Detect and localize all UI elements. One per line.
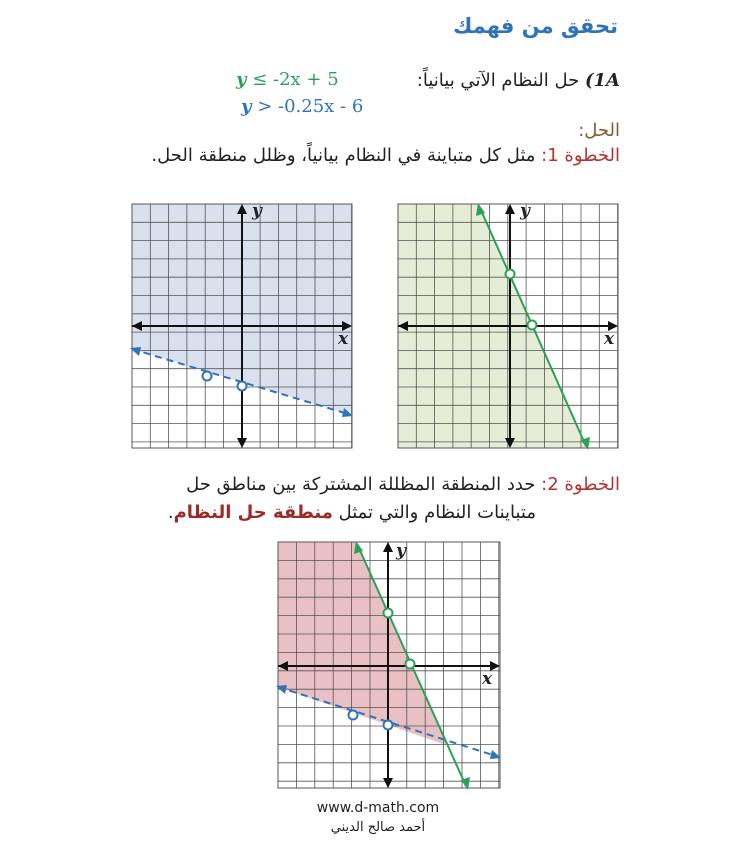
inequality-1-rest: ≤ -2x + 5 — [246, 69, 339, 90]
point-2.5-0 — [528, 321, 537, 330]
step-2-line2 — [168, 502, 536, 523]
point-2.5-0 — [406, 660, 415, 669]
step-1-label: الخطوة 1: — [541, 145, 620, 166]
y-axis-label: y — [396, 541, 406, 561]
page-title: تحقق من فهمك — [453, 14, 618, 38]
footer-url[interactable]: www.d-math.com — [316, 800, 440, 816]
y-axis-label: y — [520, 202, 530, 221]
inequality-2-rest: > -0.25x - 6 — [251, 96, 364, 117]
point-0-neg6 — [384, 721, 393, 730]
point-0-neg6 — [238, 382, 247, 391]
x-axis-label: x — [338, 329, 349, 349]
x-axis-label: x — [482, 669, 493, 689]
step-2-emphasis: منطقة حل النظام — [173, 502, 333, 523]
step-2 — [186, 474, 620, 495]
point-neg4-neg5 — [203, 372, 212, 381]
graph-green-inequality — [396, 202, 620, 450]
step-2-text: حدد المنطقة المظللة المشتركة بين مناطق حل — [186, 474, 542, 495]
inequality-2-lhs: y — [241, 96, 252, 117]
step-2-label: الخطوة 2: — [541, 474, 620, 495]
step-1-text: مثل كل متباينة في النظام بيانياً، وظلل منطقة الحل. — [151, 145, 542, 166]
question-number: 1A) — [584, 70, 620, 91]
point-neg4-neg5 — [349, 711, 358, 720]
graph-blue-inequality — [130, 202, 354, 450]
inequality-2 — [241, 96, 363, 117]
inequality-1-lhs: y — [236, 69, 247, 90]
footer-author: أحمد صالح الديني — [330, 820, 426, 835]
x-axis-label: x — [604, 329, 615, 349]
y-axis-label: y — [252, 202, 262, 221]
question-line — [417, 70, 620, 91]
point-0-5 — [384, 609, 393, 618]
step-2-text-line2: متباينات النظام والتي تمثل — [332, 502, 536, 523]
solution-label: الحل: — [578, 120, 620, 141]
graph-system-solution — [276, 540, 502, 790]
point-0-5 — [506, 270, 515, 279]
question-text: حل النظام الآتي بيانياً: — [416, 70, 580, 91]
step-2-end: . — [167, 502, 174, 523]
inequality-1 — [236, 69, 339, 90]
step-1 — [151, 145, 620, 166]
